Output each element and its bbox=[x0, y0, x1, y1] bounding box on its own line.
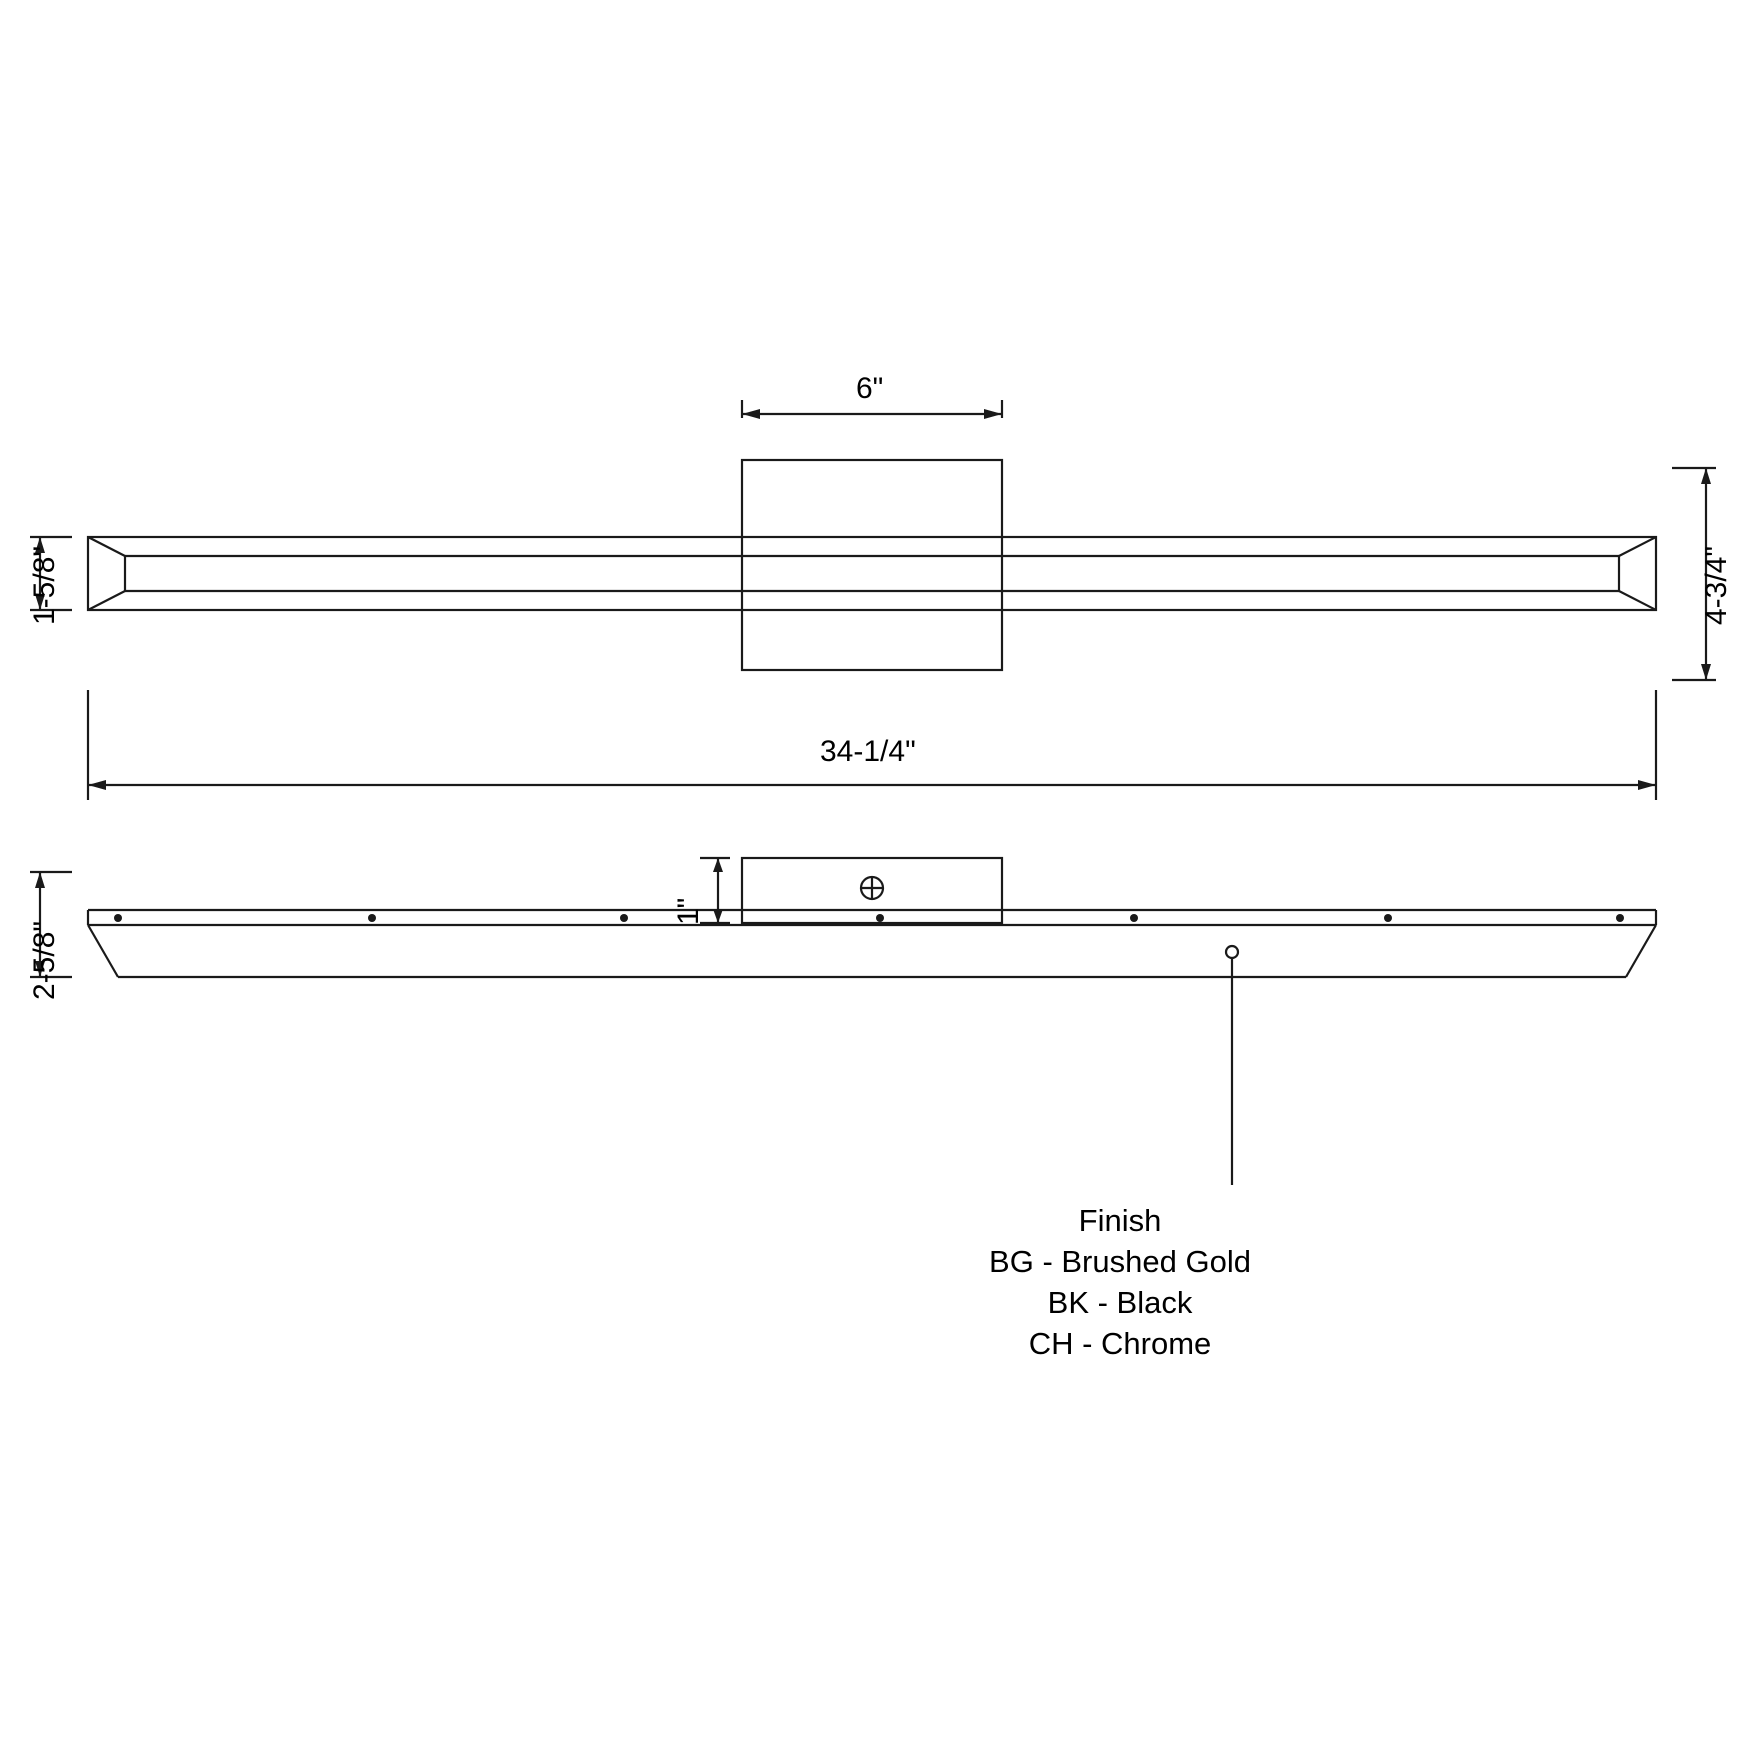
finish-leader bbox=[1226, 946, 1238, 1185]
dim-label-canopy-depth: 1" bbox=[672, 897, 705, 925]
light-bar-body bbox=[88, 537, 1656, 610]
fastener-dot bbox=[1384, 914, 1392, 922]
dim-label-overall-length: 34-1/4" bbox=[820, 735, 916, 768]
finish-option-black: BK - Black bbox=[1047, 1285, 1193, 1320]
finish-option-brushed-gold: BG - Brushed Gold bbox=[989, 1244, 1251, 1279]
dim-label-front-height: 1-5/8" bbox=[28, 545, 61, 625]
dim-label-canopy-width: 6" bbox=[856, 372, 884, 405]
dim-label-side-height: 4-3/4" bbox=[1700, 545, 1733, 625]
canopy-plate bbox=[742, 460, 1002, 670]
finish-callout bbox=[880, 1200, 1360, 1364]
finish-option-chrome: CH - Chrome bbox=[1028, 1326, 1212, 1361]
fastener-dot bbox=[876, 914, 884, 922]
fastener-dot bbox=[1130, 914, 1138, 922]
fastener-dot bbox=[620, 914, 628, 922]
fastener-dot bbox=[368, 914, 376, 922]
finish-callout-title: Finish bbox=[1078, 1203, 1162, 1238]
front-elevation-view bbox=[30, 400, 1716, 680]
fastener-dot bbox=[1616, 914, 1624, 922]
fastener-dot bbox=[114, 914, 122, 922]
dim-label-plan-depth: 2-5/8" bbox=[28, 920, 61, 1000]
top-plan-view bbox=[30, 858, 1656, 977]
